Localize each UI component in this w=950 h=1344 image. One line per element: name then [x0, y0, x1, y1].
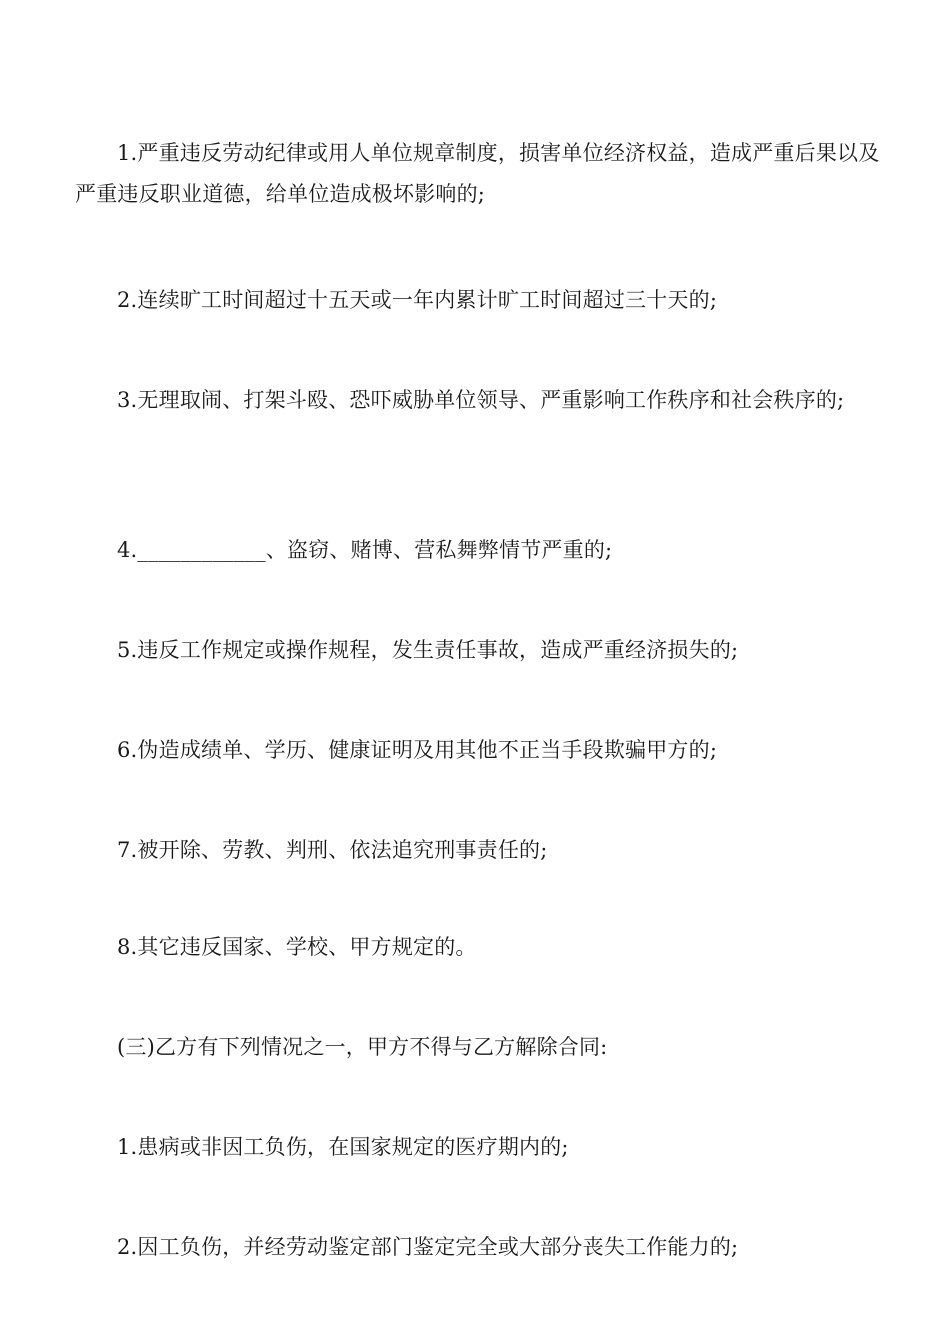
section-heading-3: (三)乙方有下列情况之一，甲方不得与乙方解除合同:: [117, 1035, 608, 1059]
paragraph-item-6: 6.伪造成绩单、学历、健康证明及用其他不正当手段欺骗甲方的;: [117, 738, 718, 762]
paragraph-item-1b: 1.患病或非因工负伤，在国家规定的医疗期内的;: [117, 1135, 569, 1159]
paragraph-item-3: 3.无理取闹、打架斗殴、恐吓威胁单位领导、严重影响工作秩序和社会秩序的;: [117, 388, 845, 412]
paragraph-item-7: 7.被开除、劳教、判刑、依法追究刑事责任的;: [117, 838, 548, 862]
paragraph-item-4: 4.____________、盗窃、赌博、营私舞弊情节严重的;: [117, 538, 613, 562]
paragraph-item-1: 1.严重违反劳动纪律或用人单位规章制度，损害单位经济权益，造成严重后果以及严重违反职业道德，给单位造成极坏影响的;: [75, 141, 880, 206]
paragraph-item-8: 8.其它违反国家、学校、甲方规定的。: [117, 935, 477, 959]
paragraph-item-2b: 2.因工负伤，并经劳动鉴定部门鉴定完全或大部分丧失工作能力的;: [117, 1235, 739, 1259]
paragraph-item-2: 2.连续旷工时间超过十五天或一年内累计旷工时间超过三十天的;: [117, 288, 718, 312]
paragraph-item-5: 5.违反工作规定或操作规程，发生责任事故，造成严重经济损失的;: [117, 638, 739, 662]
